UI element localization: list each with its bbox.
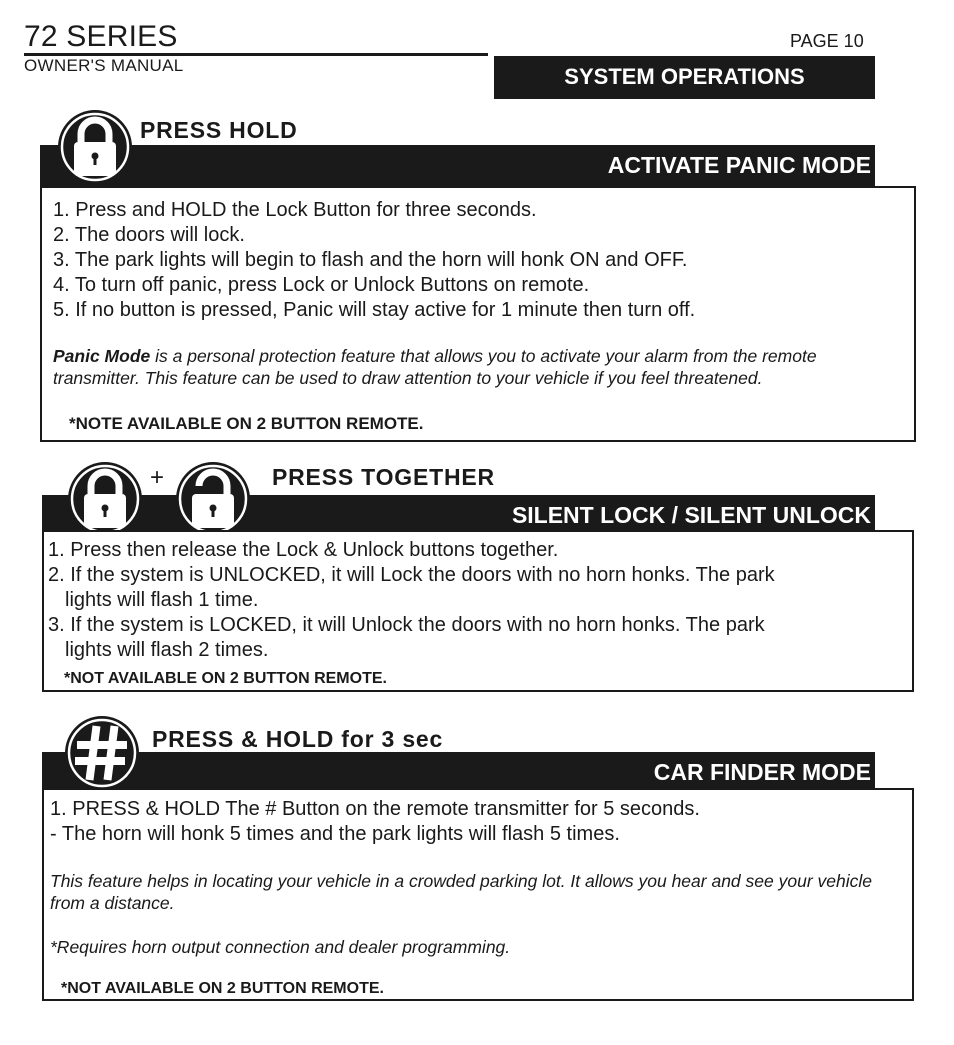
panic-note: *NOTE AVAILABLE ON 2 BUTTON REMOTE. (69, 414, 424, 433)
panic-press-label: PRESS HOLD (140, 117, 298, 143)
finder-step: - The horn will honk 5 times and the park lights will flash 5 times. (50, 823, 620, 845)
finder-note: *NOT AVAILABLE ON 2 BUTTON REMOTE. (61, 980, 384, 997)
silent-press-label: PRESS TOGETHER (272, 464, 495, 490)
silent-bar-title: SILENT LOCK / SILENT UNLOCK (511, 502, 871, 528)
plus-sign: + (150, 464, 165, 491)
panic-step: 2. The doors will lock. (53, 224, 245, 246)
document-subtitle: OWNER'S MANUAL (24, 56, 184, 75)
finder-step: 1. PRESS & HOLD The # Button on the remote transmitter for 5 seconds. (50, 798, 700, 820)
silent-step: 1. Press then release the Lock & Unlock buttons together. (48, 539, 559, 561)
silent-step: 2. If the system is UNLOCKED, it will Lock the doors with no horn honks. The park (48, 564, 775, 586)
silent-step: lights will flash 2 times. (65, 639, 269, 661)
panic-description (53, 345, 883, 389)
hash-icon (63, 714, 141, 792)
silent-note: *NOT AVAILABLE ON 2 BUTTON REMOTE. (64, 670, 387, 687)
panic-description-text: is a personal protection feature that allows you to activate your alarm from the remote transmitter. This feature can be used to draw attention to your vehicle if you feel threatened. (53, 346, 817, 388)
unlock-icon (174, 460, 252, 538)
page-number: PAGE 10 (790, 31, 864, 51)
panic-step: 5. If no button is pressed, Panic will stay active for 1 minute then turn off. (53, 299, 696, 321)
finder-bar-title: CAR FINDER MODE (653, 759, 871, 785)
finder-press-label: PRESS & HOLD for 3 sec (152, 726, 444, 752)
panic-content-box (40, 186, 916, 442)
panic-mode-term: Panic Mode (53, 346, 151, 366)
document-title: 72 SERIES (24, 20, 178, 53)
panic-step: 1. Press and HOLD the Lock Button for three seconds. (53, 199, 537, 221)
silent-content-box (42, 530, 914, 692)
lock-icon (66, 460, 144, 538)
lock-icon (56, 108, 134, 186)
section-header-bar (494, 56, 875, 99)
panic-step: 3. The park lights will begin to flash and the horn will honk ON and OFF. (53, 249, 688, 271)
finder-requires: *Requires horn output connection and dealer programming. (50, 937, 511, 957)
finder-content-box (42, 788, 914, 1001)
panic-step: 4. To turn off panic, press Lock or Unlock Buttons on remote. (53, 274, 590, 296)
panic-bar-title: ACTIVATE PANIC MODE (607, 152, 871, 178)
panic-bar (40, 145, 875, 187)
silent-step: lights will flash 1 time. (65, 589, 259, 611)
silent-step: 3. If the system is LOCKED, it will Unlock the doors with no horn honks. The park (48, 614, 765, 636)
finder-description: This feature helps in locating your vehicle in a crowded parking lot. It allows you hear and see your vehicle from a distance. (50, 871, 872, 913)
section-header-title: SYSTEM OPERATIONS (564, 64, 805, 89)
